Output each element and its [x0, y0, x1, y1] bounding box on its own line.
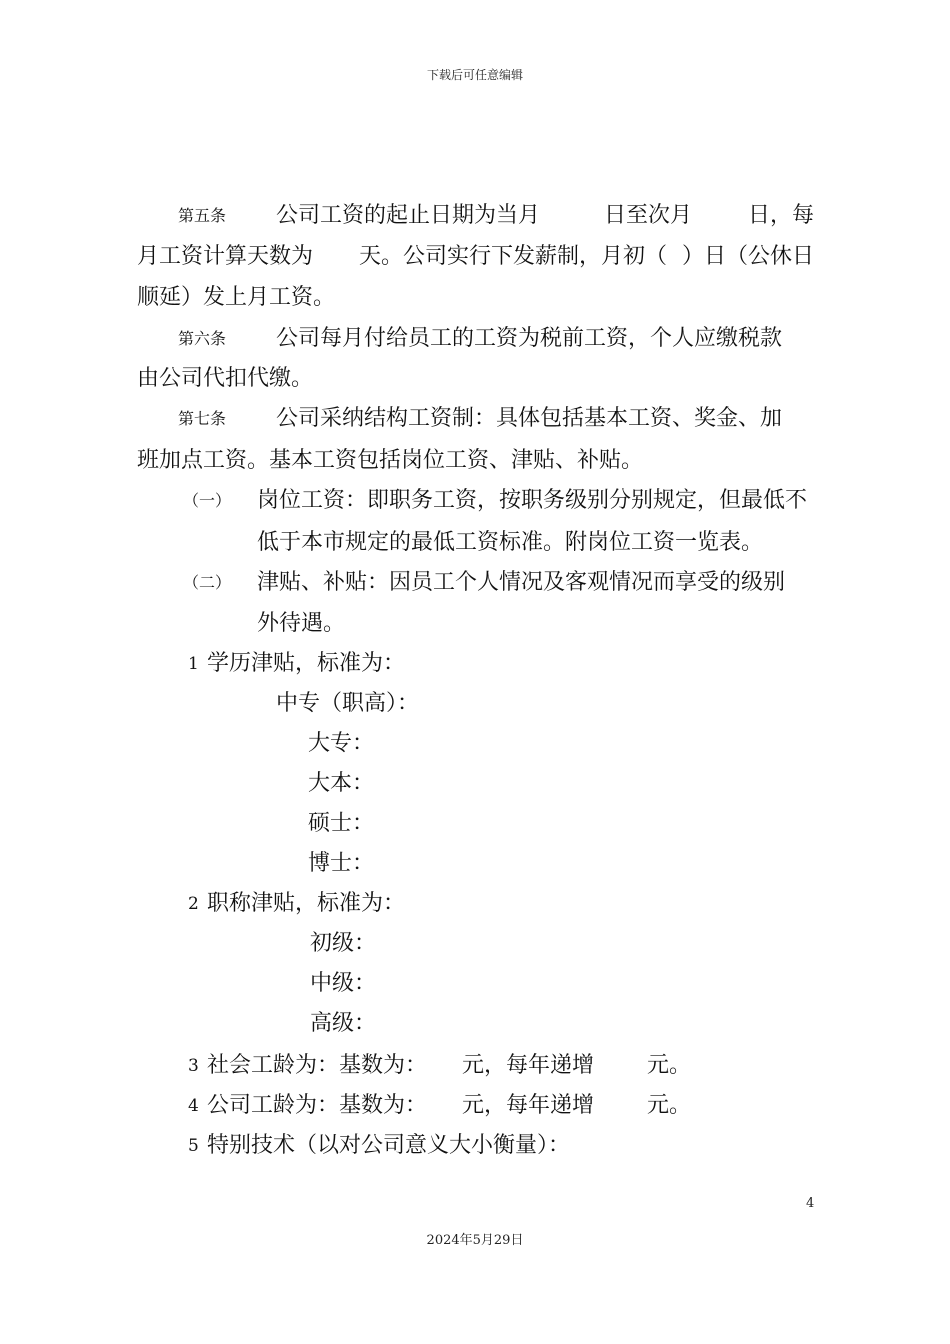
- sub-2-text: 职称津贴，标准为：: [207, 891, 406, 916]
- title-item: 中级：: [310, 971, 377, 996]
- sub-3-text: 社会工龄为：基数为：: [207, 1053, 428, 1078]
- item-2-line-2: 外待遇。: [257, 611, 346, 636]
- sub-3-text: 元。: [647, 1053, 692, 1078]
- article-7-label: 第七条: [178, 409, 227, 428]
- article-5-text: 公司工资的起止日期为当月: [276, 203, 541, 228]
- sub-5-number: 5: [188, 1136, 199, 1156]
- edu-item: 中专（职高）：: [276, 691, 420, 716]
- sub-4-text: 元。: [647, 1093, 692, 1118]
- item-1-label: （一）: [183, 491, 232, 510]
- edu-item: 博士：: [308, 851, 375, 876]
- title-item: 高级：: [310, 1011, 377, 1036]
- footer-date: 2024年5月29日: [426, 1233, 524, 1248]
- sub-2-number: 2: [188, 894, 199, 914]
- edu-item: 硕士：: [308, 811, 375, 836]
- article-7-line-1: 公司采纳结构工资制：具体包括基本工资、奖金、加: [276, 406, 783, 431]
- item-2-line-1: 津贴、补贴：因员工个人情况及客观情况而享受的级别: [257, 570, 786, 595]
- article-5-text: ）日（公休日: [681, 244, 814, 269]
- sub-1-text: 学历津贴，标准为：: [207, 651, 406, 676]
- page-number: 4: [806, 1196, 815, 1211]
- article-5-line-1: [276, 196, 814, 236]
- item-2-label: （二）: [183, 573, 232, 592]
- sub-5-text: 特别技术（以对公司意义大小衡量）：: [207, 1133, 571, 1158]
- sub-4-line: [207, 1086, 692, 1126]
- article-5-line-3: 顺延）发上月工资。: [137, 285, 336, 310]
- sub-3-text: 元，每年递增: [462, 1053, 595, 1078]
- page-header: 下载后可任意编辑: [426, 68, 523, 82]
- sub-3-line: [207, 1046, 692, 1086]
- sub-1-number: 1: [188, 654, 199, 674]
- article-5-text: 天。公司实行下发薪制，月初（: [359, 244, 668, 269]
- sub-3-number: 3: [188, 1056, 199, 1076]
- article-6-line-2: 由公司代扣代缴。: [137, 366, 314, 391]
- article-5-text: 日至次月: [604, 203, 693, 228]
- article-5-text: 月工资计算天数为: [137, 244, 314, 269]
- sub-4-text: 元，每年递增: [462, 1093, 595, 1118]
- sub-4-text: 公司工龄为：基数为：: [207, 1093, 428, 1118]
- edu-item: 大本：: [308, 771, 375, 796]
- item-1-line-1: 岗位工资：即职务工资，按职务级别分别规定，但最低不: [257, 488, 808, 513]
- item-1-line-2: 低于本市规定的最低工资标准。附岗位工资一览表。: [257, 530, 764, 555]
- article-6-label: 第六条: [178, 329, 227, 348]
- article-6-line-1: 公司每月付给员工的工资为税前工资，个人应缴税款: [276, 326, 783, 351]
- article-7-line-2: 班加点工资。基本工资包括岗位工资、津贴、补贴。: [137, 448, 644, 473]
- edu-item: 大专：: [308, 731, 375, 756]
- article-5-line-2: [137, 237, 814, 277]
- article-5-label: 第五条: [178, 206, 227, 225]
- article-5-text: 日，每: [747, 203, 814, 228]
- sub-4-number: 4: [188, 1096, 199, 1116]
- title-item: 初级：: [310, 931, 377, 956]
